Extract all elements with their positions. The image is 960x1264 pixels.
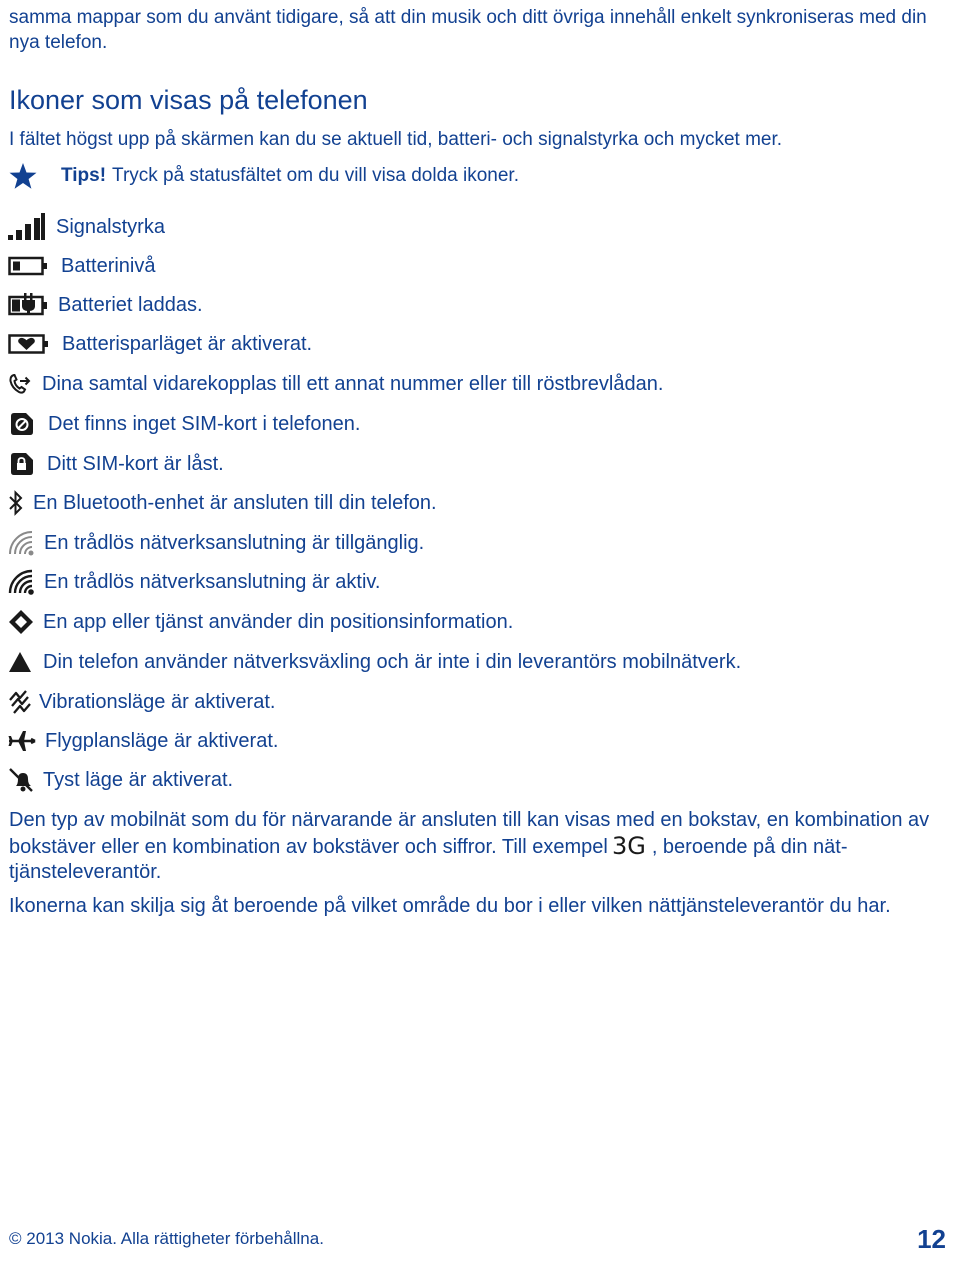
icon-row-forward	[8, 366, 663, 402]
bluetooth-icon	[8, 490, 24, 516]
icon-row-battery-saver	[8, 326, 312, 362]
icon-row-bluetooth	[8, 485, 437, 521]
icon-label: En trådlös nätverksanslutning är tillgänglig.	[44, 531, 425, 554]
tip-box	[9, 162, 519, 190]
network-note-before: Den typ av mobilnät som du för närvarande är ansluten till kan visas med en bokstav, en kombination av bokstäver eller en kombination av bokstäver och siffror. Till exempel	[9, 809, 930, 858]
star-icon	[9, 162, 37, 190]
location-icon	[8, 609, 34, 635]
sim-locked-icon	[8, 452, 36, 476]
network-type-3g-icon	[612, 833, 648, 857]
icon-row-no-sim	[8, 406, 360, 442]
call-forward-icon	[8, 372, 32, 396]
icon-row-charging	[8, 287, 203, 323]
icon-label: Vibrationsläge är aktiverat.	[39, 690, 276, 713]
tip-label: Tips!	[61, 165, 107, 186]
lead-paragraph: I fältet högst upp på skärmen kan du se aktuell tid, batteri- och signalstyrka och mycket mer.	[9, 129, 783, 150]
icon-label: Ditt SIM-kort är låst.	[47, 452, 224, 475]
network-note-after: , beroende på din nättjänsteleverantör.	[9, 836, 848, 883]
icon-label: Dina samtal vidarekopplas till ett annat nummer eller till röstbrevlådan.	[42, 372, 664, 395]
vibrate-icon	[8, 689, 32, 715]
icon-label: Signalstyrka	[56, 215, 165, 238]
svg-text:3G: 3G	[611, 833, 646, 857]
icon-row-vibrate	[8, 684, 275, 720]
icon-label: Tyst läge är aktiverat.	[43, 768, 234, 791]
icon-label: Batteriet laddas.	[58, 293, 203, 316]
icon-label: En trådlös nätverksanslutning är aktiv.	[44, 570, 381, 593]
copyright-footer: © 2013 Nokia. Alla rättigheter förbehållna.	[9, 1229, 324, 1248]
tip-text: Tryck på statusfältet om du vill visa dolda ikoner.	[112, 165, 519, 186]
silent-icon	[8, 767, 34, 793]
signal-strength-icon	[8, 213, 46, 241]
icon-row-sim-locked	[8, 446, 224, 482]
icon-row-signal	[8, 209, 165, 245]
icon-label: Batterinivå	[61, 254, 156, 277]
battery-level-icon	[8, 255, 48, 277]
no-sim-icon	[8, 412, 36, 436]
icon-label: Flygplansläge är aktiverat.	[45, 729, 279, 752]
airplane-icon	[8, 729, 36, 753]
roaming-icon	[8, 650, 32, 674]
battery-charging-icon	[8, 292, 48, 318]
intro-paragraph: samma mappar som du använt tidigare, så att din musik och ditt övriga innehåll enkelt synkroniseras med din nya telefon.	[9, 7, 927, 53]
icon-label: Batterisparläget är aktiverat.	[62, 332, 313, 355]
icon-label: En app eller tjänst använder din positionsinformation.	[43, 610, 514, 633]
icon-label: En Bluetooth-enhet är ansluten till din telefon.	[33, 491, 437, 514]
icon-row-battery	[8, 248, 156, 284]
icon-row-wifi-available	[8, 525, 424, 561]
wifi-available-icon	[8, 530, 36, 556]
icon-label: Din telefon använder nätverksväxling och är inte i din leverantörs mobilnätverk.	[43, 650, 742, 673]
icon-row-wifi-active	[8, 564, 380, 600]
network-type-paragraph	[9, 808, 959, 885]
section-heading: Ikoner som visas på telefonen	[9, 85, 368, 115]
icon-row-roaming	[8, 644, 741, 680]
wifi-active-icon	[8, 569, 36, 595]
icon-row-airplane	[8, 723, 278, 759]
region-paragraph: Ikonerna kan skilja sig åt beroende på vilket område du bor i eller vilken nättjänsteleverantör du har.	[9, 895, 891, 917]
battery-saver-icon	[8, 333, 50, 355]
page-number: 12	[917, 1224, 946, 1254]
icon-row-location	[8, 604, 513, 640]
icon-row-silent	[8, 762, 233, 798]
icon-label: Det finns inget SIM-kort i telefonen.	[48, 412, 361, 435]
